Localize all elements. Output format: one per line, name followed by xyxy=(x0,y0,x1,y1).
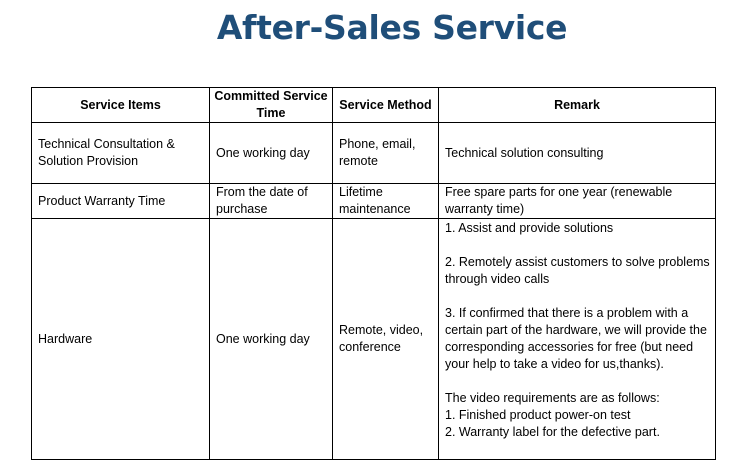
cell-committed-time: From the date of purchase xyxy=(210,184,333,219)
remark-line: 2. Warranty label for the defective part. xyxy=(445,425,660,439)
cell-service-method: Lifetime maintenance xyxy=(333,184,439,219)
table-row xyxy=(32,123,716,184)
after-sales-service-table xyxy=(31,87,716,460)
cell-remark: Free spare parts for one year (renewable warranty time) xyxy=(439,184,716,219)
remark-line: The video requirements are as follows: xyxy=(445,391,660,405)
header-committed-service-time: Committed Service Time xyxy=(210,88,333,123)
header-service-method: Service Method xyxy=(333,88,439,123)
table-header-row xyxy=(32,88,716,123)
cell-service-method: Remote, video, conference xyxy=(333,219,439,460)
cell-service-item: Technical Consultation & Solution Provision xyxy=(32,123,210,184)
table-row xyxy=(32,219,716,460)
cell-service-method: Phone, email, remote xyxy=(333,123,439,184)
remark-line: 2. Remotely assist customers to solve problems through video calls xyxy=(445,255,710,286)
remark-spacer xyxy=(445,373,715,390)
cell-remark xyxy=(439,219,716,460)
remark-spacer xyxy=(445,237,715,254)
cell-committed-time: One working day xyxy=(210,219,333,460)
cell-remark: Technical solution consulting xyxy=(439,123,716,184)
page-title: After-Sales Service xyxy=(216,8,568,47)
remark-spacer xyxy=(445,288,715,305)
remark-line: 3. If confirmed that there is a problem with a certain part of the hardware, we will provide the corresponding accessories for free (but need your help to take a video for us,thanks). xyxy=(445,306,707,371)
cell-service-item: Hardware xyxy=(32,219,210,460)
table-row xyxy=(32,184,716,219)
header-service-items: Service Items xyxy=(32,88,210,123)
cell-committed-time: One working day xyxy=(210,123,333,184)
remark-line: 1. Finished product power-on test xyxy=(445,408,631,422)
header-remark: Remark xyxy=(439,88,716,123)
cell-service-item: Product Warranty Time xyxy=(32,184,210,219)
remark-line: 1. Assist and provide solutions xyxy=(445,221,614,235)
